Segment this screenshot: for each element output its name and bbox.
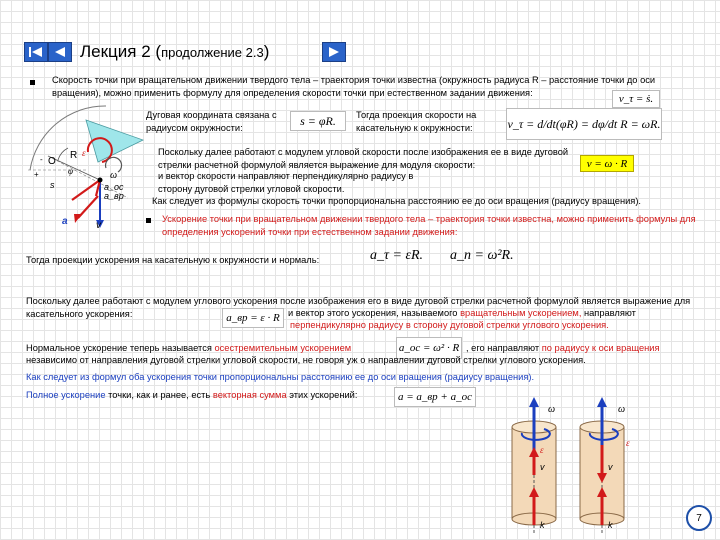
- normal-text-3: независимо от направления дуговой стрелки угловой скорости, не говоря уж о направлении дуговой стрелки углового ускорения.: [26, 355, 586, 365]
- label-aos: a_ос: [104, 182, 124, 192]
- cyl-left-omega: ω: [548, 404, 556, 415]
- cyl-right-eps: ε: [626, 438, 630, 448]
- formula-v: v = ω · R: [580, 155, 634, 172]
- next-slide-button[interactable]: [322, 42, 346, 62]
- formula-an: a_n = ω²R.: [450, 248, 514, 263]
- cyl-left-eps: ε: [540, 445, 544, 455]
- bullet: [146, 218, 151, 223]
- full-term: векторная сумма: [212, 390, 287, 400]
- tangent-text-4: перпендикулярно радиусу в сторону дуговой стрелки углового ускорения.: [290, 320, 609, 330]
- formula-s: s = φR.: [290, 111, 346, 131]
- back-slide-button[interactable]: [48, 42, 72, 62]
- cyl-left-v: v: [540, 462, 545, 472]
- formula-full: a = a_вр + a_ос: [394, 387, 476, 407]
- normal-term: осестремительным ускорением: [214, 343, 352, 353]
- tangent-term: вращательным ускорением,: [460, 308, 582, 318]
- cyl-right-v: v: [608, 462, 613, 472]
- formula-avr: a_вр = ε · R: [222, 308, 284, 328]
- accel-conclusion: Как следует из формул оба ускорения точки пропорциональны расстоянию ее до оси вращения (радиусу вращения).: [26, 372, 535, 382]
- label-O: O: [48, 156, 56, 167]
- velocity-direction: и вектор скорости направляют перпендикулярно радиусу в сторону дуговой стрелки угловой скорости.: [158, 171, 414, 194]
- tangent-text-3: направляют: [584, 308, 636, 318]
- formula-aos: a_ос = ω² · R: [396, 337, 462, 359]
- accel-intro: Ускорение точки при вращательном движении твердого тела – траектория точки известна, можно применить формулы для определения ускорений точки при естественном задании движения:: [162, 214, 696, 237]
- cyl-right-k: k: [608, 520, 613, 530]
- normal-text-2: , его направляют: [466, 343, 540, 353]
- proj-label: Тогда проекция скорости на касательную к окружности:: [356, 110, 477, 133]
- label-omega: ω: [110, 170, 118, 181]
- prev-slide-button[interactable]: [24, 42, 48, 62]
- normal-direction: по радиусу к оси вращения: [541, 343, 660, 353]
- label-epsilon: ε: [82, 148, 86, 158]
- cylinders-figure: [500, 385, 650, 535]
- label-a: a: [62, 216, 68, 227]
- velocity-text: Поскольку далее работают с модулем угловой скорости после изображения ее в виде дуговой стрелки расчетной формулой является выражение для модуля скорости:: [158, 147, 569, 170]
- full-text-2: точки, как и ранее, есть: [108, 390, 211, 400]
- page-title: Лекция 2 (продолжение 2.3): [80, 42, 270, 61]
- tangent-text-2: и вектор этого ускорения, называемого: [288, 308, 458, 318]
- back-arrow-icon: [52, 46, 68, 58]
- tangent-text-1: Поскольку далее работают с модулем углового ускорения после изображения его в виде дуговой стрелки расчетной формулой является выражение для касательного ускорения:: [26, 296, 691, 319]
- label-R: R: [70, 150, 78, 161]
- cylinder-left: [512, 397, 556, 533]
- prev-arrow-icon: [28, 46, 44, 58]
- label-minus: -: [40, 155, 43, 164]
- full-text-3: этих ускорений:: [289, 390, 358, 400]
- accel-proj-label: Тогда проекции ускорения на касательную к окружности и нормаль:: [26, 255, 320, 265]
- bullet: [30, 80, 35, 85]
- label-plus: +: [34, 170, 39, 179]
- intro-text: Скорость точки при вращательном движении твердого тела – траектория точки известна (окружность радиуса R – расстояние точки до оси вращения), можно применить формулу для определения скорости точки при естественном задании движения:: [52, 75, 656, 98]
- formula-atau: a_τ = εR.: [370, 248, 424, 263]
- rotating-sector: [86, 120, 143, 162]
- cyl-right-omega: ω: [618, 404, 626, 415]
- label-phi: φ: [68, 166, 73, 176]
- formula-vtau: v_τ = d/dt(φR) = dφ/dt R = ωR.: [506, 108, 662, 140]
- full-text-1: Полное ускорение: [26, 390, 106, 400]
- arc-label: Дуговая координата связана с радиусом окружности:: [146, 110, 277, 133]
- next-arrow-icon: [326, 46, 342, 58]
- label-s: s: [50, 180, 55, 190]
- cylinder-right: [580, 397, 624, 533]
- label-v: v: [96, 220, 101, 231]
- cyl-left-k: k: [540, 520, 545, 530]
- page-number-badge: 7: [686, 505, 712, 531]
- formula-vt: v_τ = ṡ.: [612, 90, 660, 108]
- label-avr: a_вр: [104, 191, 124, 201]
- velocity-conclusion: Как следует из формулы скорость точки пропорциональна расстоянию ее до оси вращения (радиусу вращения).: [152, 196, 642, 206]
- normal-text-1: Нормальное ускорение теперь называется: [26, 343, 212, 353]
